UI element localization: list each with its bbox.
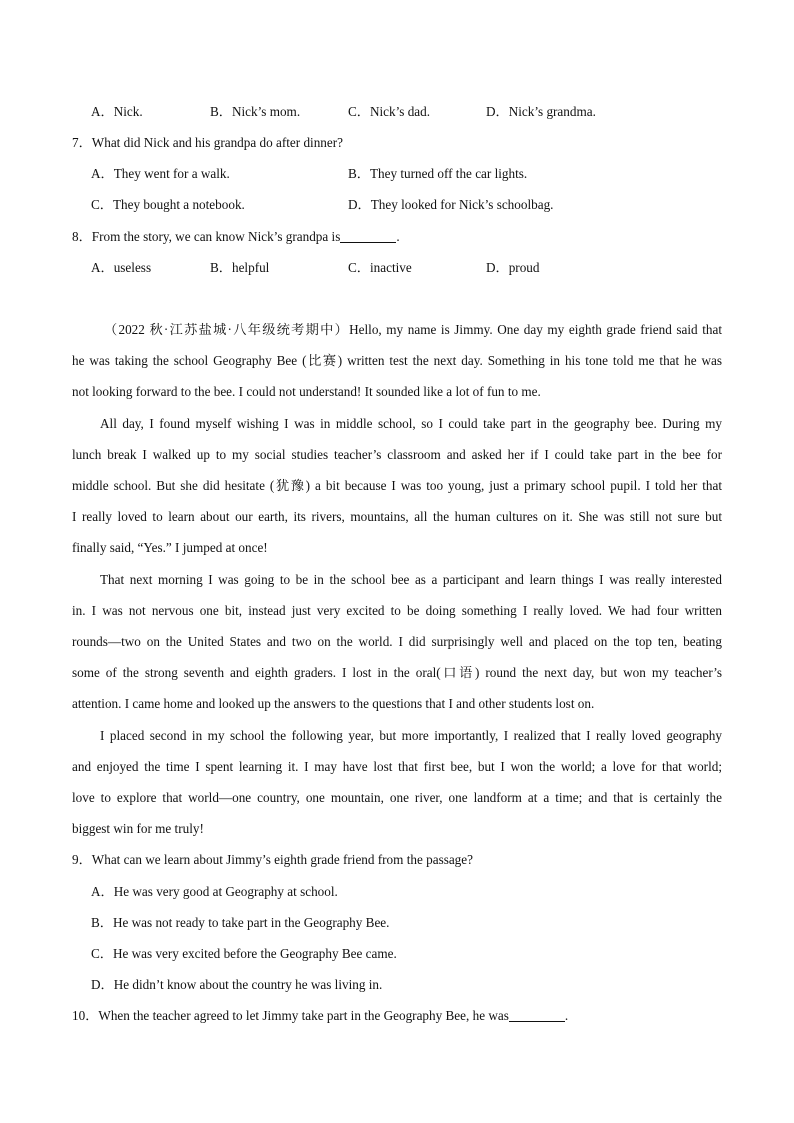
q9-option-a: A．He was very good at Geography at school. [91,884,338,899]
q8-option-a: A．useless [91,260,152,275]
q8-stem-text: 8．From the story, we can know Nick’s grandpa is [72,229,341,244]
passage-line: lunch break I walked up to my social studies teacher’s classroom and asked her if I could take part in the bee for [72,447,722,462]
passage-line: （2022 秋·江苏盐城·八年级统考期中）Hello, my name is Jimmy. One day my eighth grade friend said that [104,322,722,337]
q8-stem-end: . [396,229,400,244]
q9-option-c: C．He was very excited before the Geography Bee came. [91,946,397,961]
passage-line: middle school. But she did hesitate (犹豫) a bit because I was too young, just a primary school pupil. I told her that [72,478,722,493]
q10-stem [72,1007,568,1025]
passage-line: not looking forward to the bee. I could not understand! It sounded like a lot of fun to me. [72,384,541,399]
passage-line: I really loved to learn about our earth, its rivers, mountains, all the human cultures on it. She was still not sure but [72,509,722,524]
passage-line: I placed second in my school the following year, but more importantly, I realized that I really loved geography [100,728,722,743]
q8-option-c: C．inactive [348,260,412,275]
passage-line: and enjoyed the time I spent learning it. I may have lost that first bee, but I won the world; a love for that world; [72,759,722,774]
q10-stem-text: 10．When the teacher agreed to let Jimmy take part in the Geography Bee, he was [72,1008,509,1023]
q8-option-d: D．proud [486,260,540,275]
q9-option-b: B．He was not ready to take part in the Geography Bee. [91,915,390,930]
q8-option-b: B．helpful [210,260,270,275]
q9-stem: 9．What can we learn about Jimmy’s eighth grade friend from the passage? [72,852,473,867]
passage-line: in. I was not nervous one bit, instead just very excited to be doing something I really loved. We had four written [72,603,722,618]
passage-line: biggest win for me truly! [72,821,204,836]
passage-line: rounds—two on the United States and two on the world. I did surprisingly well and placed on the top ten, beating [72,634,722,649]
q7-option-a: A．They went for a walk. [91,166,230,181]
answer-blank [340,230,396,243]
answer-blank [509,1009,565,1022]
q7-option-b: B．They turned off the car lights. [348,166,528,181]
passage-line: That next morning I was going to be in the school bee as a participant and learn things I was really interested [100,572,722,587]
passage-line: All day, I found myself wishing I was in middle school, so I could take part in the geography bee. During my [100,416,722,431]
passage-line: attention. I came home and looked up the answers to the questions that I and other students lost on. [72,696,595,711]
q6-option-d: D．Nick’s grandma. [486,104,596,119]
passage-line: some of the strong seventh and eighth graders. I lost in the oral(口语) round the next day, but won my teacher’s [72,665,722,680]
q6-option-a: A．Nick. [91,104,143,119]
q7-option-d: D．They looked for Nick’s schoolbag. [348,197,554,212]
q6-option-c: C．Nick’s dad. [348,104,431,119]
q8-stem [72,228,400,246]
passage-line: he was taking the school Geography Bee (比赛) written test the next day. Something in his tone told me that he was [72,353,722,368]
passage-line: finally said, “Yes.” I jumped at once! [72,540,268,555]
passage-line: love to explore that world—one country, one mountain, one river, one landform at a time; and that is certainly the [72,790,722,805]
q7-option-c: C．They bought a notebook. [91,197,245,212]
q6-option-b: B．Nick’s mom. [210,104,301,119]
q10-stem-end: . [564,1008,569,1023]
q7-stem: 7．What did Nick and his grandpa do after dinner? [72,135,343,150]
q9-option-d: D．He didn’t know about the country he was living in. [91,977,383,992]
